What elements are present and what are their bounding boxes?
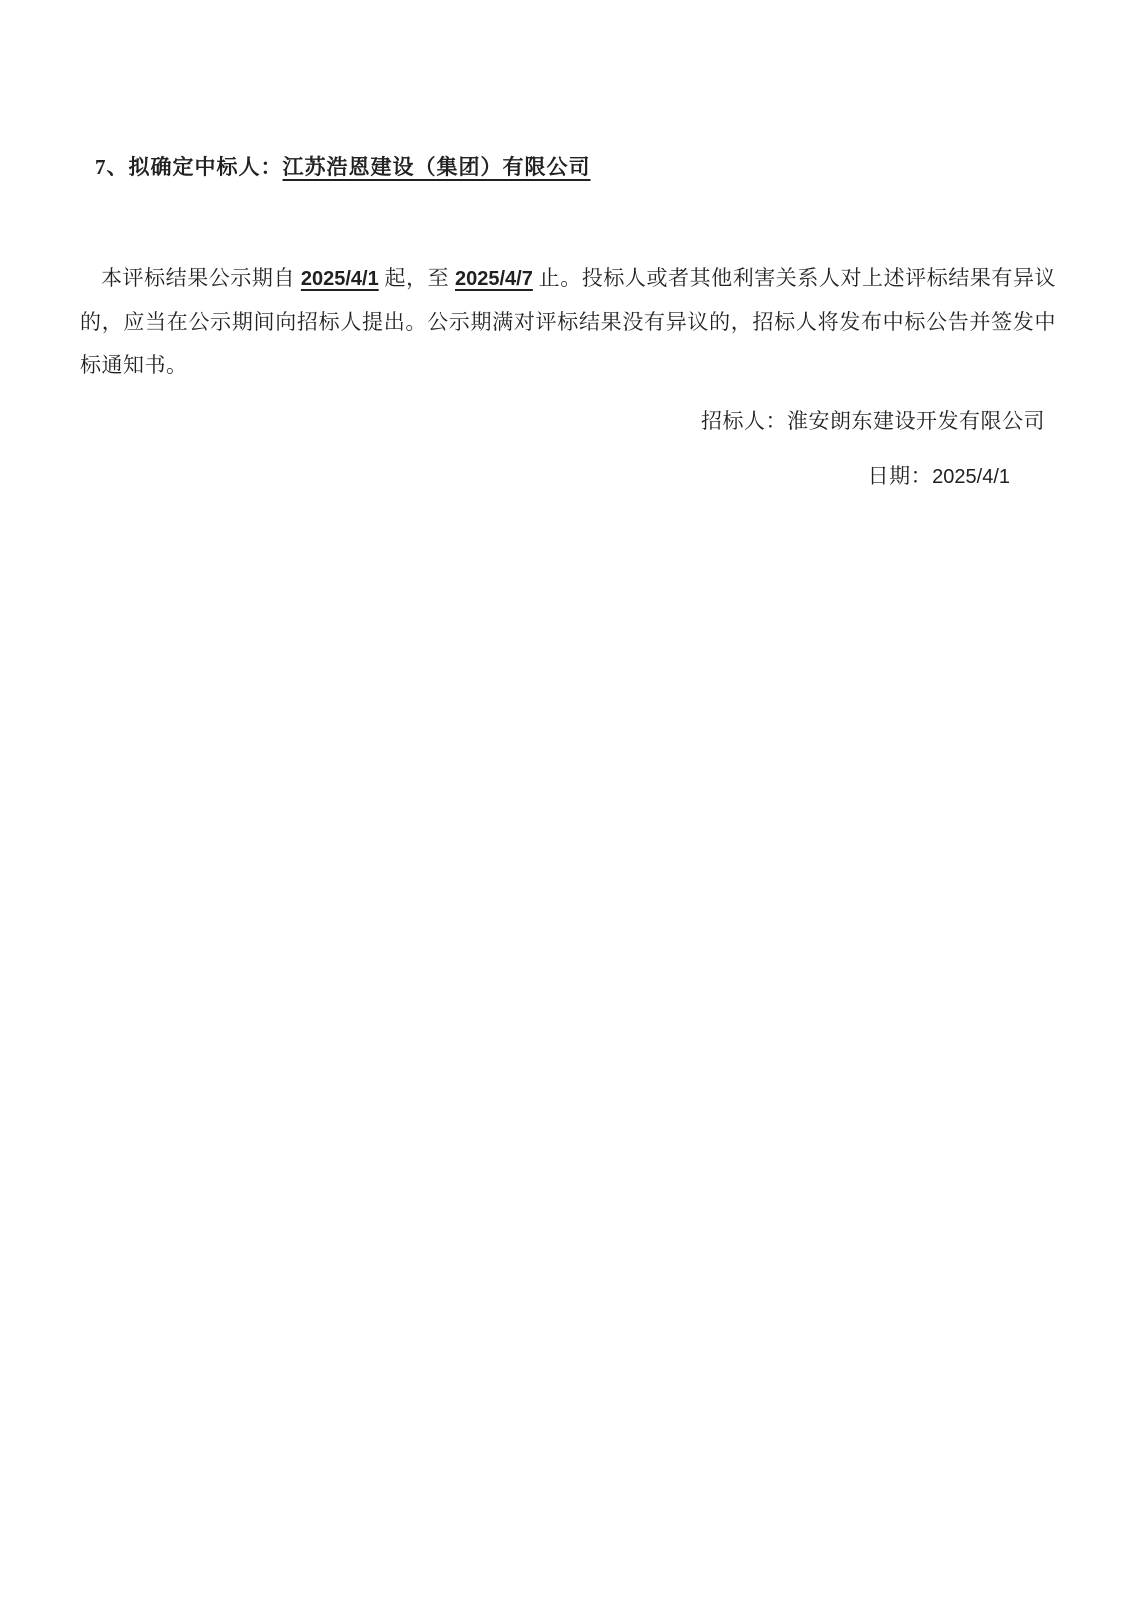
section-heading: [95, 151, 591, 181]
tenderer-label: 招标人：: [701, 409, 787, 433]
signature-date-line: [868, 460, 1010, 490]
signature-date-value: 2025/4/1: [932, 466, 1010, 488]
body-text-part2: 起，至: [378, 266, 455, 290]
signature-date-label: 日期：: [867, 464, 933, 488]
body-text-part3: 止。投标人或者其他利害关系人对上述评标结果有异议的，应当在公示期间向招标人提出。公示期满对评标结果没有异议的，招标人将发布中标公告并签发中标通知书。: [80, 266, 1057, 377]
section-heading-prefix: 7、拟确定中标人：: [95, 155, 283, 179]
winning-bidder-name: 江苏浩恩建设（集团）有限公司: [282, 155, 591, 179]
publicity-end-date: 2025/4/7: [455, 268, 533, 290]
publicity-start-date: 2025/4/1: [300, 268, 379, 290]
body-text-part1: 本评标结果公示期自: [101, 266, 301, 290]
tenderer-signature-line: [701, 405, 1045, 435]
tenderer-name: 淮安朗东建设开发有限公司: [787, 409, 1045, 433]
announcement-paragraph: [80, 257, 1056, 387]
